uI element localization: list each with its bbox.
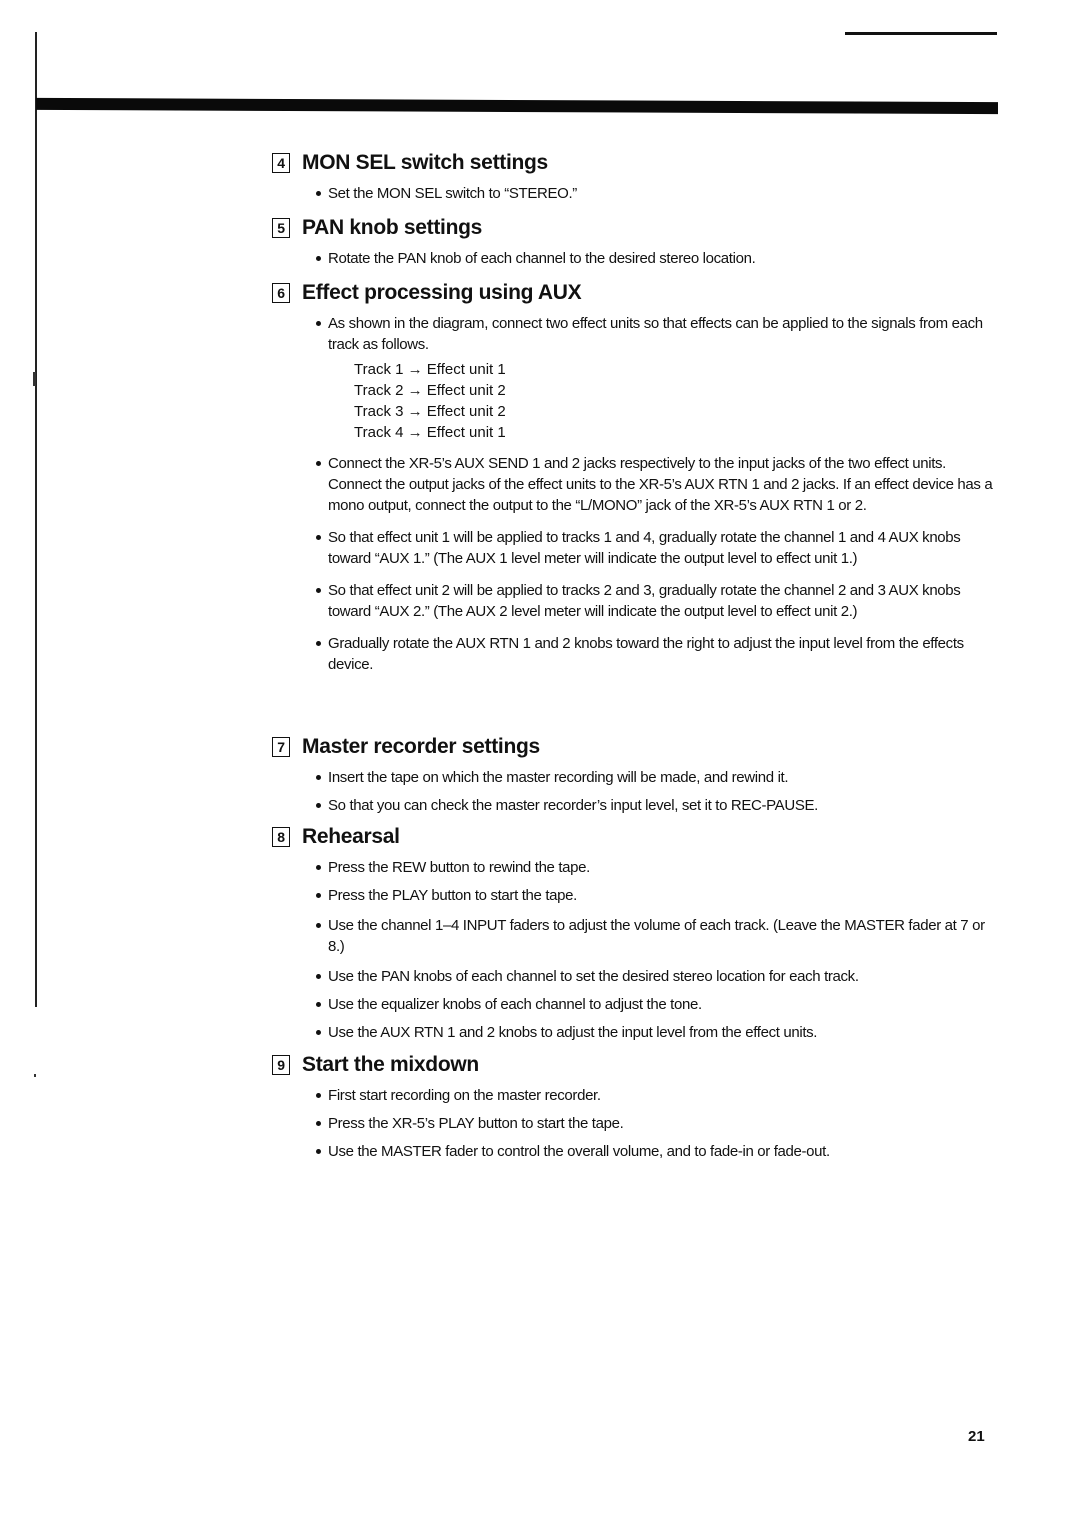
track-routing: Track 1 → Effect unit 1 (354, 361, 506, 378)
section-master-recorder (272, 734, 1002, 816)
track-routing: Track 4 → Effect unit 1 (354, 424, 506, 441)
bullet-item: Press the PLAY button to start the tape. (272, 885, 1002, 906)
bullet-item: Use the MASTER fader to control the overall volume, and to fade-in or fade-out. (272, 1141, 1002, 1162)
header-rule-short (845, 32, 997, 35)
bullet-item: Set the MON SEL switch to “STEREO.” (272, 183, 1002, 204)
section-mon-sel (272, 150, 1002, 204)
section-title: PAN knob settings (302, 216, 483, 239)
bullet-item: Connect the XR-5’s AUX SEND 1 and 2 jacks respectively to the input jacks of the two effect units. Connect the output jacks of the effect units to the XR-5’s AUX RTN 1 and 2 jacks. If an effect device has a mono output, connect the output to the “L/MONO” jack of the XR-5’s AUX RTN 1 or 2. (272, 453, 1002, 516)
margin-rule (35, 32, 37, 1007)
track-routing: Track 3 → Effect unit 2 (354, 403, 506, 420)
scan-mark (33, 372, 36, 386)
track-routing: Track 2 → Effect unit 2 (354, 382, 506, 399)
bullet-item: Use the AUX RTN 1 and 2 knobs to adjust the input level from the effect units. (272, 1022, 1002, 1043)
section-title: Rehearsal (302, 825, 400, 848)
bullet-item: Rotate the PAN knob of each channel to the desired stereo location. (272, 248, 1002, 269)
bullet-item: First start recording on the master recorder. (272, 1085, 1002, 1106)
page-number: 21 (968, 1428, 985, 1445)
section-title: Master recorder settings (302, 735, 540, 758)
section-pan (272, 215, 1002, 269)
bullet-item: So that effect unit 2 will be applied to tracks 2 and 3, gradually rotate the channel 2 and 3 AUX knobs toward “AUX 2.” (The AUX 2 level meter will indicate the output level to effect unit 2.) (272, 580, 1002, 622)
bullet-item: As shown in the diagram, connect two effect units so that effects can be applied to the signals from each track as follows. (272, 313, 1002, 355)
section-title: MON SEL switch settings (302, 151, 548, 174)
bullet-item: Gradually rotate the AUX RTN 1 and 2 knobs toward the right to adjust the input level from the effects device. (272, 633, 1002, 675)
bullet-item: So that you can check the master recorder’s input level, set it to REC-PAUSE. (272, 795, 1002, 816)
section-rehearsal (272, 824, 1002, 1043)
step-number: 7 (272, 737, 290, 757)
bullet-item: Use the PAN knobs of each channel to set the desired stereo location for each track. (272, 966, 1002, 987)
section-title: Start the mixdown (302, 1053, 479, 1076)
bullet-item: Use the equalizer knobs of each channel to adjust the tone. (272, 994, 1002, 1015)
step-number: 6 (272, 283, 290, 303)
section-title: Effect processing using AUX (302, 281, 582, 304)
step-number: 9 (272, 1055, 290, 1075)
step-number: 5 (272, 218, 290, 238)
section-effect-aux (272, 280, 1002, 675)
scan-mark (34, 1074, 36, 1077)
bullet-item: Use the channel 1–4 INPUT faders to adjust the volume of each track. (Leave the MASTER fader at 7 or 8.) (272, 915, 1002, 957)
header-rule (36, 98, 998, 114)
bullet-item: Press the XR-5’s PLAY button to start the tape. (272, 1113, 1002, 1134)
bullet-item: Insert the tape on which the master recording will be made, and rewind it. (272, 767, 1002, 788)
step-number: 4 (272, 153, 290, 173)
bullet-item: Press the REW button to rewind the tape. (272, 857, 1002, 878)
track-routing-list (272, 359, 1002, 443)
bullet-item: So that effect unit 1 will be applied to tracks 1 and 4, gradually rotate the channel 1 and 4 AUX knobs toward “AUX 1.” (The AUX 1 level meter will indicate the output level to effect unit 1.) (272, 527, 1002, 569)
step-number: 8 (272, 827, 290, 847)
section-mixdown (272, 1052, 1002, 1162)
